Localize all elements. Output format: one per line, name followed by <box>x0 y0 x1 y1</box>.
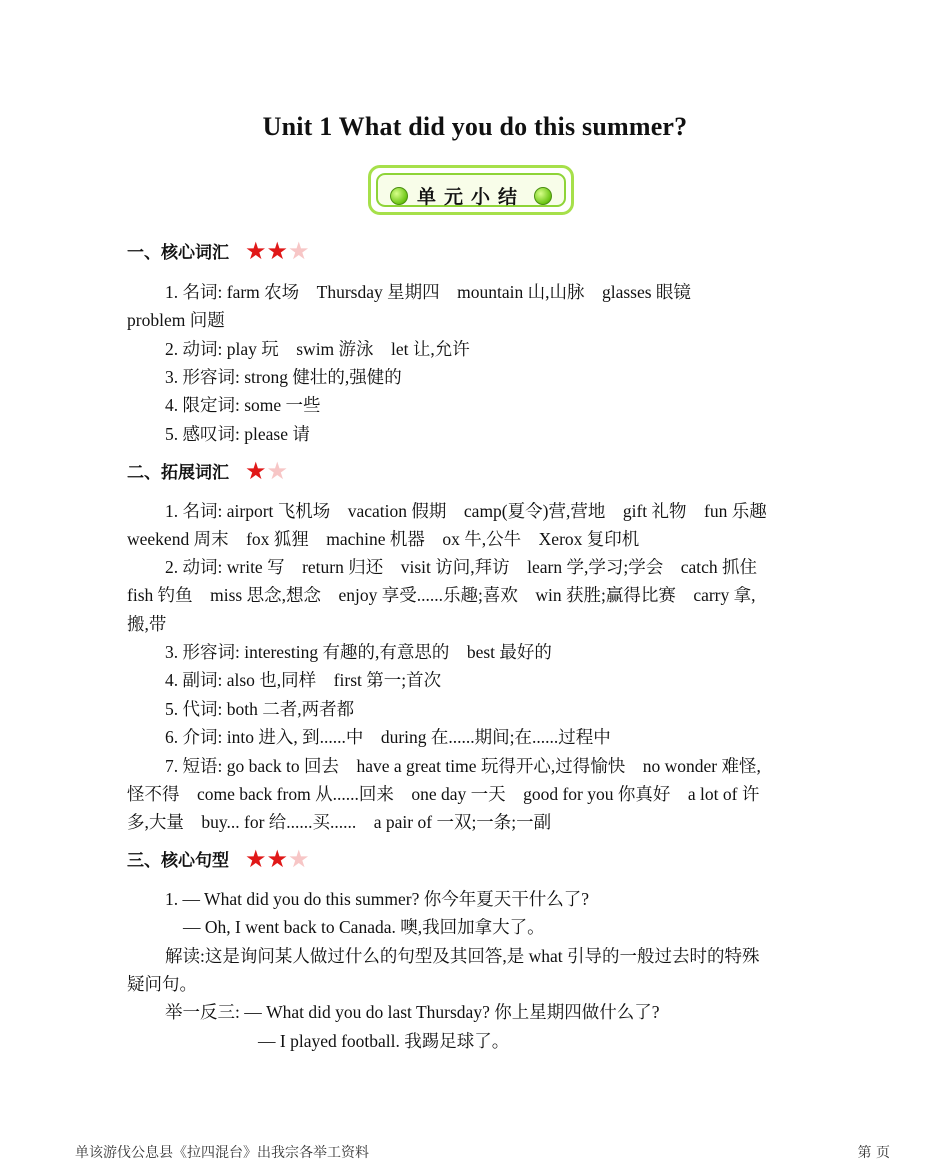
star-icon: ★ <box>245 844 267 873</box>
text-line: 4. 副词: also 也,同样 first 第一;首次 <box>165 670 442 690</box>
rating-stars <box>245 844 310 873</box>
section-heading-text: 一、核心词汇 <box>127 243 229 263</box>
text-line: 5. 感叹词: please 请 <box>165 424 310 444</box>
unit-summary-badge <box>368 165 574 215</box>
section-heading-text: 三、核心句型 <box>127 851 229 871</box>
text-line: 2. 动词: play 玩 swim 游泳 let 让,允许 <box>165 339 470 359</box>
text-line: problem 问题 <box>127 310 225 330</box>
page-title: Unit 1 What did you do this summer? <box>262 112 688 141</box>
text-line: 搬,带 <box>127 614 167 634</box>
text-line: 举一反三: — What did you do last Thursday? 你上星期四做什么了? <box>165 1002 660 1022</box>
rating-stars <box>245 236 310 265</box>
star-faded-icon: ★ <box>288 844 310 873</box>
star-icon: ★ <box>266 236 289 265</box>
green-dot-icon <box>534 187 552 205</box>
text-line: 多,大量 buy... for 给......买...... a pair of 一双;一条;一副 <box>127 812 552 832</box>
text-line: 5. 代词: both 二者,两者都 <box>165 699 355 719</box>
text-line: weekend 周末 fox 狐狸 machine 机器 ox 牛,公牛 Xerox 复印机 <box>127 529 640 549</box>
text-line: 2. 动词: write 写 return 归还 visit 访问,拜访 learn 学,学习;学会 catch 抓住 <box>165 557 757 577</box>
text-line: 怪不得 come back from 从......回来 one day 一天 good for you 你真好 a lot of 许 <box>127 784 760 804</box>
badge-frame <box>376 173 566 207</box>
rating-stars <box>245 456 289 485</box>
text-line: 疑问句。 <box>127 974 197 994</box>
section-heading-text: 二、拓展词汇 <box>127 463 229 483</box>
text-line: 7. 短语: go back to 回去 have a great time 玩得开心,过得愉快 no wonder 难怪, <box>165 756 761 776</box>
text-line: 解读:这是询问某人做过什么的句型及其回答,是 what 引导的一般过去时的特殊 <box>165 946 760 966</box>
star-faded-icon: ★ <box>266 456 289 485</box>
section-heading-extended-vocab <box>127 458 288 483</box>
text-line: 6. 介词: into 进入, 到......中 during 在......期间;在......过程中 <box>165 727 611 747</box>
text-line: 4. 限定词: some 一些 <box>165 395 321 415</box>
section-heading-core-sentences <box>127 846 310 871</box>
text-line: 1. — What did you do this summer? 你今年夏天干什么了? <box>165 889 590 909</box>
text-line: 3. 形容词: strong 健壮的,强健的 <box>165 367 402 387</box>
page-footer: 单该游伐公息县《拉四混台》出我宗各举工资料 <box>75 1145 369 1161</box>
text-line: 1. 名词: airport 飞机场 vacation 假期 camp(夏令)营,营地 gift 礼物 fun 乐趣 <box>165 501 767 521</box>
star-icon: ★ <box>245 456 267 485</box>
text-line: 3. 形容词: interesting 有趣的,有意思的 best 最好的 <box>165 642 552 662</box>
star-icon: ★ <box>245 236 267 265</box>
star-faded-icon: ★ <box>288 236 310 265</box>
section-heading-core-vocab <box>127 238 310 263</box>
text-line: — I played football. 我踢足球了。 <box>258 1031 510 1051</box>
text-line: 1. 名词: farm 农场 Thursday 星期四 mountain 山,山脉 glasses 眼镜 <box>165 282 691 302</box>
text-line: fish 钓鱼 miss 思念,想念 enjoy 享受......乐趣;喜欢 win 获胜;赢得比赛 carry 拿, <box>127 585 756 605</box>
star-icon: ★ <box>266 844 289 873</box>
page-number: 第 页 <box>857 1145 890 1161</box>
badge-label: 单元小结 <box>416 186 525 208</box>
text-line: — Oh, I went back to Canada. 噢,我回加拿大了。 <box>183 917 545 937</box>
